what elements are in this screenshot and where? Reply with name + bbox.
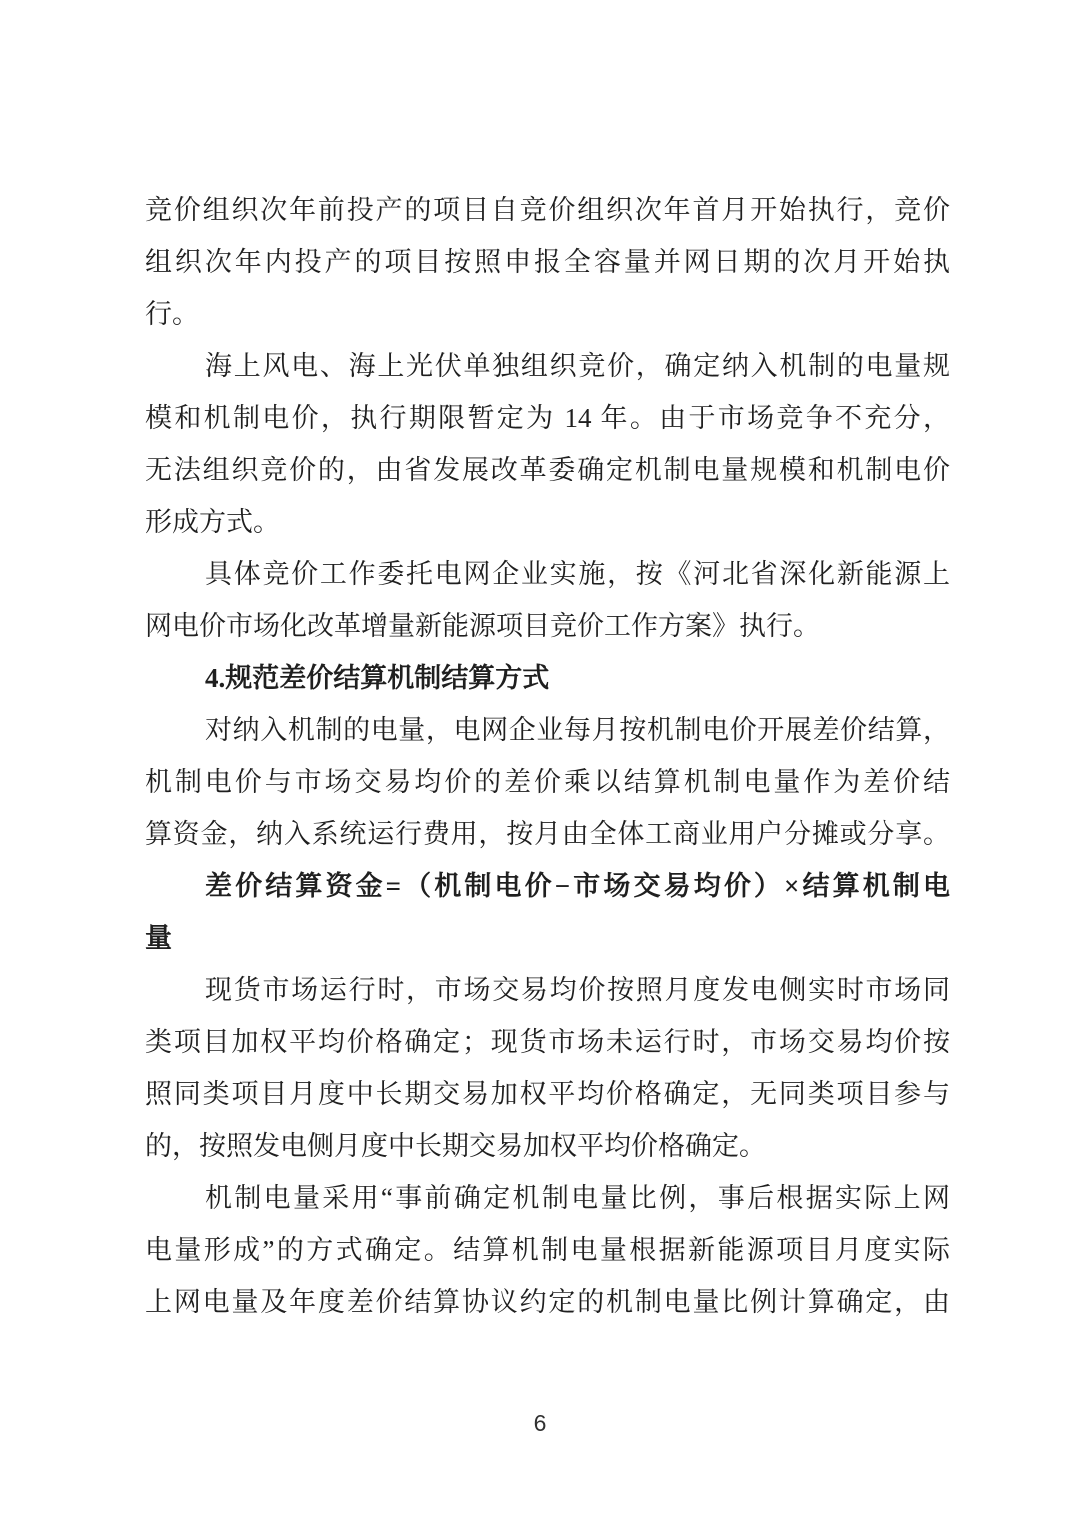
text-line: 无法组织竞价的，由省发展改革委确定机制电量规模和机制电价 [145,455,950,485]
text-line: 电量形成”的方式确定。结算机制电量根据新能源项目月度实际 [145,1235,950,1265]
text-line: 行。 [145,299,199,329]
text-line: 竞价组织次年前投产的项目自竞价组织次年首月开始执行，竞价 [145,195,950,225]
text-line: 形成方式。 [145,507,280,537]
text-line: 照同类项目月度中长期交易加权平均价格确定，无同类项目参与 [145,1079,950,1109]
text-line: 具体竞价工作委托电网企业实施，按《河北省深化新能源上 [205,559,950,589]
page-number: 6 [533,1410,547,1436]
text-line: 的，按照发电侧月度中长期交易加权平均价格确定。 [145,1131,766,1161]
text-line: 海上风电、海上光伏单独组织竞价，确定纳入机制的电量规 [205,351,950,381]
text-line: 类项目加权平均价格确定；现货市场未运行时，市场交易均价按 [145,1027,950,1057]
document-body [145,184,950,1328]
text-line: 模和机制电价，执行期限暂定为 14 年。由于市场竞争不充分， [145,403,950,433]
text-line: 机制电量采用“事前确定机制电量比例，事后根据实际上网 [205,1183,950,1213]
text-line: 组织次年内投产的项目按照申报全容量并网日期的次月开始执 [145,247,950,277]
formula-line: 差价结算资金=（机制电价−市场交易均价）×结算机制电 [205,871,950,901]
formula-line: 量 [145,923,172,953]
text-line: 现货市场运行时，市场交易均价按照月度发电侧实时市场同 [205,975,950,1005]
text-line: 算资金，纳入系统运行费用，按月由全体工商业用户分摊或分享。 [145,819,950,849]
text-line: 机制电价与市场交易均价的差价乘以结算机制电量作为差价结 [145,767,950,797]
section-heading: 4.规范差价结算机制结算方式 [205,663,550,693]
text-line: 对纳入机制的电量，电网企业每月按机制电价开展差价结算， [205,715,950,745]
text-line: 上网电量及年度差价结算协议约定的机制电量比例计算确定，由 [145,1287,950,1317]
text-line: 网电价市场化改革增量新能源项目竞价工作方案》执行。 [145,611,820,641]
